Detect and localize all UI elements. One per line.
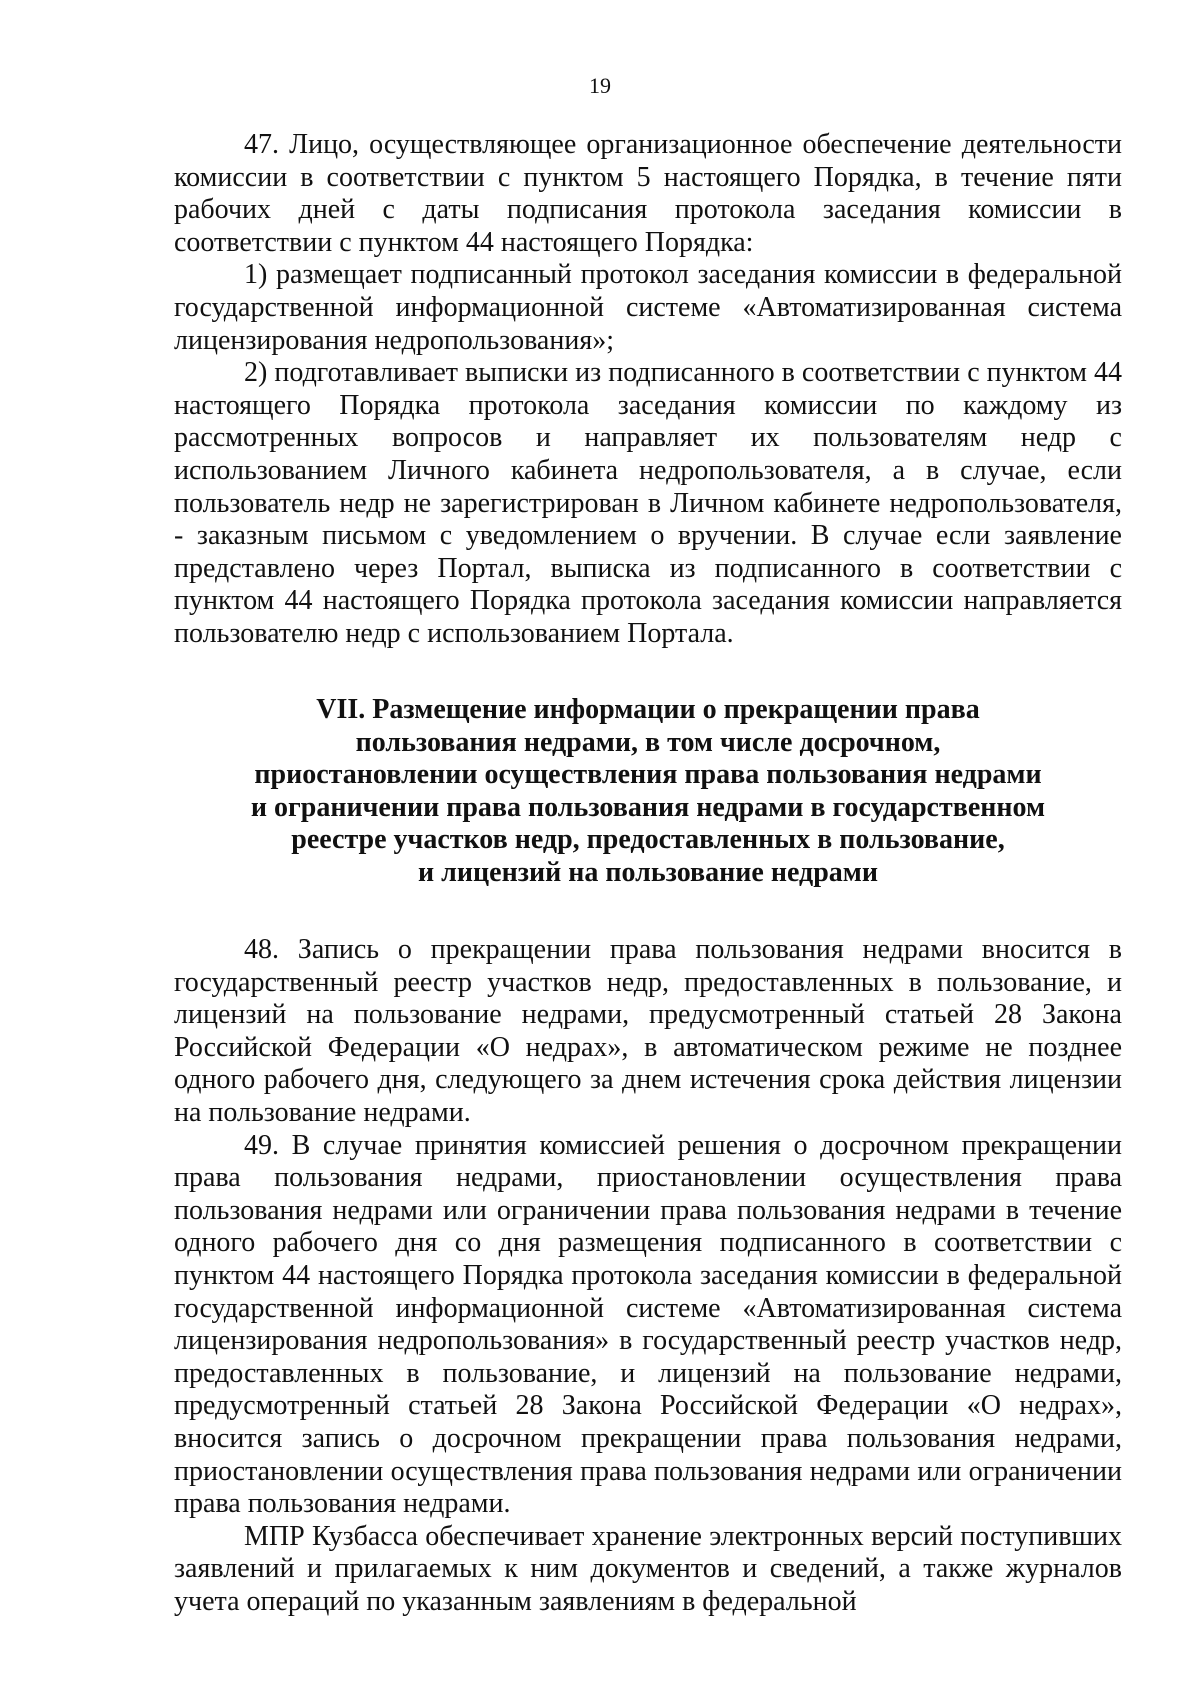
paragraph-49: 49. В случае принятия комиссией решения о досрочном прекращении права пользования недрами, приостановлении осуществления права пользования недрами или ограничении права пользования недрами в течение одного рабочего дня со дня размещения подписанного в соответствии с пунктом 44 настоящего Порядка протокола заседания комиссии в федеральной государственной информационной системе «Автоматизированная система лицензирования недропользования» в государственный реестр участков недр, предоставленных в пользование, и лицензий на пользование недрами, предусмотренный статьей 28 Закона Российской Федерации «О недрах», вносится запись о досрочном прекращении права пользования недрами, приостановлении осуществления права пользования недрами или ограничении права пользования недрами. <box>174 1129 1122 1520</box>
paragraph-49-mpr: МПР Кузбасса обеспечивает хранение электронных версий поступивших заявлений и прилагаемых к ним документов и сведений, а также журналов учета операций по указанным заявлениям в федеральной <box>174 1520 1122 1617</box>
text-block-items-48-49 <box>174 934 1122 1618</box>
section-heading-line: и ограничении права пользования недрами в государственном <box>250 791 1046 823</box>
section-heading-line: и лицензий на пользование недрами <box>418 856 878 888</box>
paragraph-47: 47. Лицо, осуществляющее организационное обеспечение деятельности комиссии в соответствии с пунктом 5 настоящего Порядка, в течение пяти рабочих дней с даты подписания протокола заседания комиссии в соответствии с пунктом 44 настоящего Порядка: <box>174 129 1122 258</box>
paragraph-47-subitem-2: 2) подготавливает выписки из подписанного в соответствии с пунктом 44 настоящего Порядка протокола заседания комиссии по каждому из рассмотренных вопросов и направляет их пользователям недр с использованием Личного кабинета недропользователя, а в случае, если пользователь недр не зарегистрирован в Личном кабинете недропользователя, - заказным письмом с уведомлением о вручении. В случае если заявление представлено через Портал, выписка из подписанного в соответствии с пунктом 44 настоящего Порядка протокола заседания комиссии направляется пользователю недр с использованием Портала. <box>174 357 1122 649</box>
section-heading-line: приостановлении осуществления права пользования недрами <box>254 759 1042 791</box>
section-heading <box>174 694 1122 890</box>
paragraph-48: 48. Запись о прекращении права пользования недрами вносится в государственный реестр участков недр, предоставленных в пользование, и лицензий на пользование недрами, предусмотренный статьей 28 Закона Российской Федерации «О недрах», в автоматическом режиме не позднее одного рабочего дня, следующего за днем истечения срока действия лицензии на пользование недрами. <box>174 934 1122 1128</box>
section-heading-line: VII. Размещение информации о прекращении права <box>316 694 980 725</box>
paragraph-47-subitem-1: 1) размещает подписанный протокол заседания комиссии в федеральной государственной информационной системе «Автоматизированная система лицензирования недропользования»; <box>174 259 1122 356</box>
page-number: 19 <box>589 73 611 98</box>
section-heading-line: пользования недрами, в том числе досрочном, <box>355 726 941 758</box>
text-block-item-47 <box>174 129 1122 651</box>
section-heading-line: реестре участков недр, предоставленных в пользование, <box>291 824 1005 856</box>
